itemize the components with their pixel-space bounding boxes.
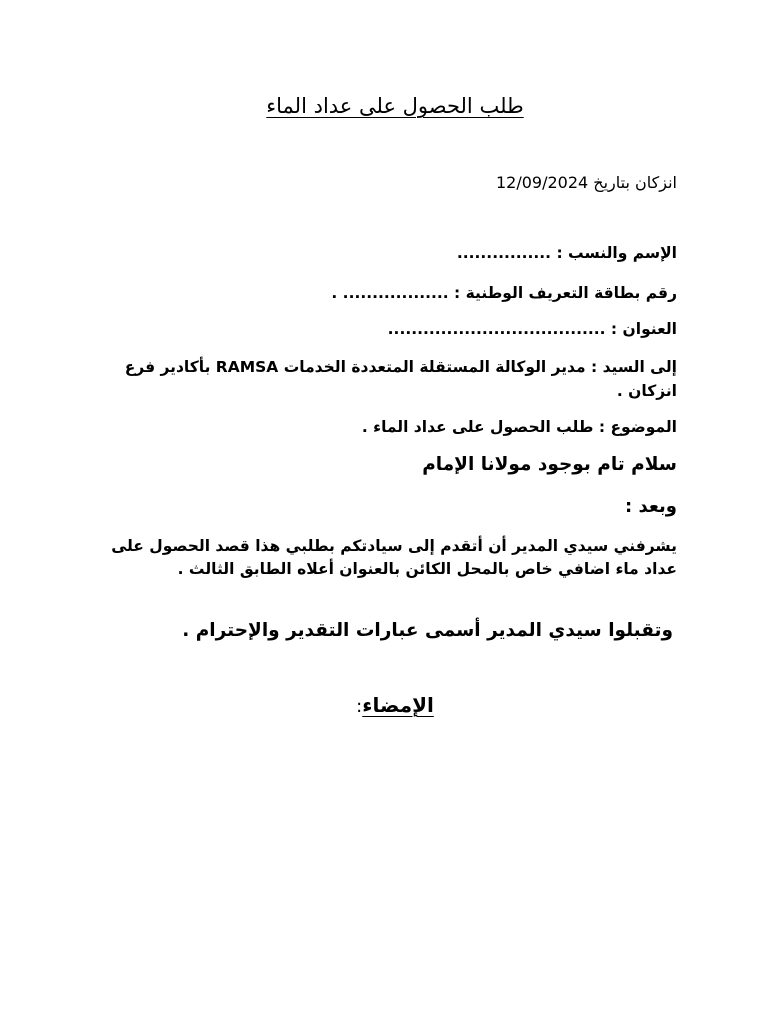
letter-title-text: طلب الحصول على عداد الماء <box>266 94 524 118</box>
body-paragraph: يشرفني سيدي المدير أن أتقدم إلى سيادتكم بطلبي هذا قصد الحصول على عداد ماء اضافي خاص بالمحل الكائن بالعنوان أعلاه الطابق الثالث . <box>111 537 677 578</box>
salutation-line: سلام تام بوجود مولانا الإمام <box>422 454 677 475</box>
closing-line: وتقبلوا سيدي المدير أسمى عبارات التقدير والإحترام . <box>182 620 673 641</box>
signature-colon: : <box>356 696 363 717</box>
signature-block <box>0 693 768 718</box>
subject-line: الموضوع : طلب الحصول على عداد الماء . <box>361 418 677 436</box>
date-line: انزكان بتاريخ 12/09/2024 <box>495 173 677 192</box>
after-greeting-line: وبعد : <box>625 496 677 517</box>
address-field: العنوان : ..................................... <box>387 320 677 338</box>
recipient-line: إلى السيد : مدير الوكالة المستقلة المتعددة الخدمات RAMSA بأكادير فرع انزكان . <box>124 358 677 400</box>
letter-title <box>0 94 768 119</box>
name-field: الإسم والنسب : ................ <box>456 244 677 262</box>
signature-label: الإمضاء <box>362 693 434 717</box>
national-id-field: رقم بطاقة التعريف الوطنية : .................. . <box>331 284 677 302</box>
